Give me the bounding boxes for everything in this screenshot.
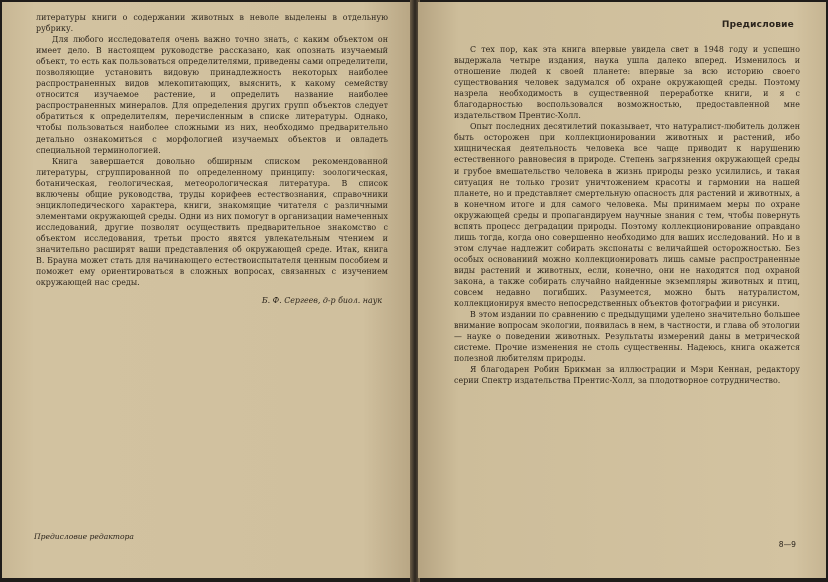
editor-signature: Б. Ф. Сергеев, д-р биол. наук (261, 296, 382, 306)
left-paragraph-3: Книга завершается довольно обширным списком рекомендованной литературы, сгруппированной по определенному принципу: зоологическая, ботаническая, геологическая, метеорологическая литература. В список включены общие руководства, труды корифеев естествознания, справочники энциклопедического характера, книги, знакомящие читателя с различными элементами окружающей среды. Одни из них помогут в организации намеченных исследований, другие позволят осуществить предварительное знакомство с объектом исследования, третьи просто явятся увлекательным чтением и значительно расширят ваши представления об окружающей среде. Итак, книга В. Брауна может стать для начинающего естествоиспытателя ценным пособием и поможет ему ориентироваться в сложных вопросах, связанных с изучением окружающей нас среды. (36, 156, 388, 288)
right-paragraph-3: В этом издании по сравнению с предыдущими уделено значительно большее внимание вопросам экологии, появилась в нем, в частности, и глава об этологии — науке о поведении животных. Результаты измерений даны в метрической системе. Прочие изменения не столь существенны. Надеюсь, книга окажется полезной любителям природы. (454, 310, 800, 364)
right-page (418, 2, 826, 578)
left-running-footer: Предисловие редактора (34, 532, 134, 541)
right-paragraph-4: Я благодарен Робин Брикман за иллюстрации и Мэри Кеннан, редактору серии Спектр издательства Прентис-Холл, за плодотворное сотрудничество. (454, 365, 800, 386)
left-page (2, 2, 412, 578)
page-numbers: 8—9 (778, 540, 796, 549)
right-paragraph-2: Опыт последних десятилетий показывает, что натуралист-любитель должен быть осторожен при коллекционировании животных и растений, ибо хищническая деятельность человека все чаще приводит к нарушению естественного равновесия в природе. Степень загрязнения окружающей среды и грубое вмешательство человека в жизнь природы резко усилились, и такая ситуация не только грозит уничтожением красоты и гармонии на нашей планете, но и представляет смертельную опасность для растений и животных, а в конечном итоге и для самого человека. Мы принимаем меры по охране окружающей среды и пропагандируем научные знания с тем, чтобы повернуть вспять процесс деградации природы. Поэтому коллекционирование оправдано лишь тогда, когда оно совершенно необходимо для ваших исследований. Но и в этом случае надлежит собирать экспонаты с величайшей осторожностью. Без особых основаниий можно коллекционировать лишь самые распространенные виды растений и животных, если, конечно, они не находятся под охраной закона, а также собирать случайно найденные экземпляры животных и птиц, совсем недавно погибших. Разумеется, можно быть натуралистом, коллекционируя вместо непосредственных объектов фотографии и рисунки. (454, 122, 800, 309)
left-paragraph-2: Для любого исследователя очень важно точно знать, с каким объектом он имеет дело. В настоящем руководстве рассказано, как опознать изучаемый объект, то есть как пользоваться определителями, приведены сами определители, позволяющие установить видовую принадлежность некоторых наиболее распространенных видов млекопитающих, выяснить, к какому семейству относится изучаемое растение, и определить название наиболее распространенных минералов. Для определения других групп объектов следует обратиться к определителям, перечисленным в списке литературы. Однако, чтобы пользоваться наиболее сложными из них, необходимо предварительно детально ознакомиться с морфологией изучаемых объектов и овладеть специальной терминологией. (36, 35, 388, 155)
right-paragraph-1: С тех пор, как эта книга впервые увидела свет в 1948 году и успешно выдержала четыре издания, наука ушла далеко вперед. Изменилось и отношение людей к своей планете: впервые за всю историю своего существования человек задумался об охране окружающей среды. Поэтому назрела необходимость в существенной переработке книги, и я с благодарностью воспользовался возможностью, предоставленной мне издательством Прентис-Холл. (454, 45, 800, 121)
left-paragraph-1: литературы книги о содержании животных в неволе выделены в отдельную рубрику. (36, 13, 388, 34)
page-title: Предисловие (721, 20, 794, 30)
